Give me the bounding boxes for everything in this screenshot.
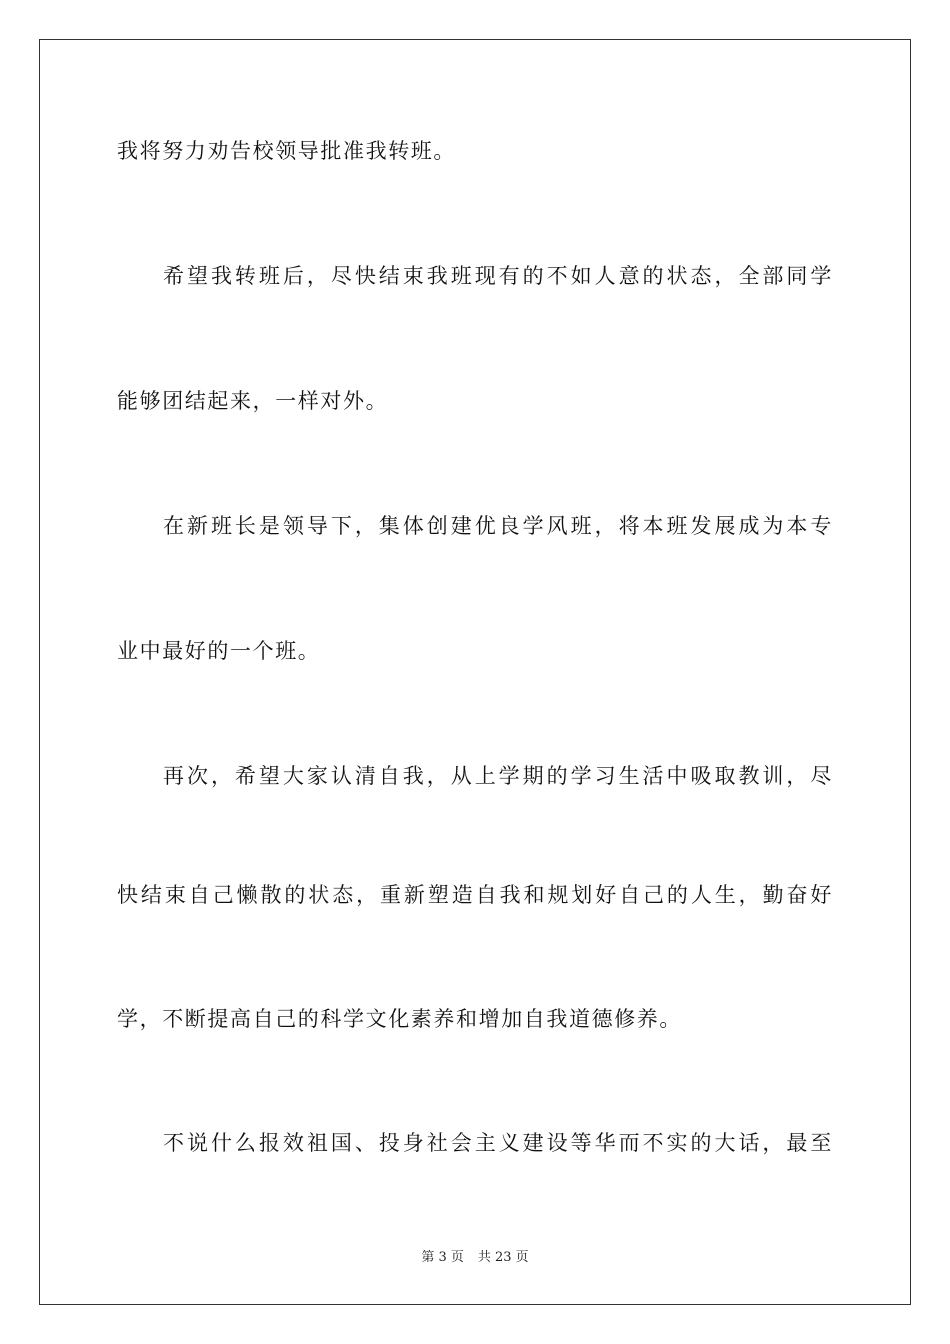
body-line-1: 我将努力劝告校领导批准我转班。 [117, 139, 456, 163]
page-border [39, 39, 911, 1305]
body-line-7: 快结束自己懒散的状态，重新塑造自我和规划好自己的人生，勤奋好 [117, 883, 833, 907]
page-total: 共 23 页 [477, 1250, 529, 1265]
body-line-2: 希望我转班后，尽快结束我班现有的不如人意的状态，全部同学 [163, 264, 833, 288]
page-footer [0, 1249, 950, 1267]
body-line-3: 能够团结起来，一样对外。 [117, 389, 389, 413]
body-line-9: 不说什么报效祖国、投身社会主义建设等华而不实的大话，最至 [163, 1131, 833, 1155]
page-number: 第 3 页 [421, 1250, 464, 1265]
body-line-8: 学，不断提高自己的科学文化素养和增加自我道德修养。 [117, 1007, 682, 1031]
body-line-4: 在新班长是领导下，集体创建优良学风班，将本班发展成为本专 [163, 514, 833, 538]
body-line-5: 业中最好的一个班。 [117, 639, 321, 663]
body-line-6: 再次，希望大家认清自我，从上学期的学习生活中吸取教训，尽 [163, 764, 833, 788]
